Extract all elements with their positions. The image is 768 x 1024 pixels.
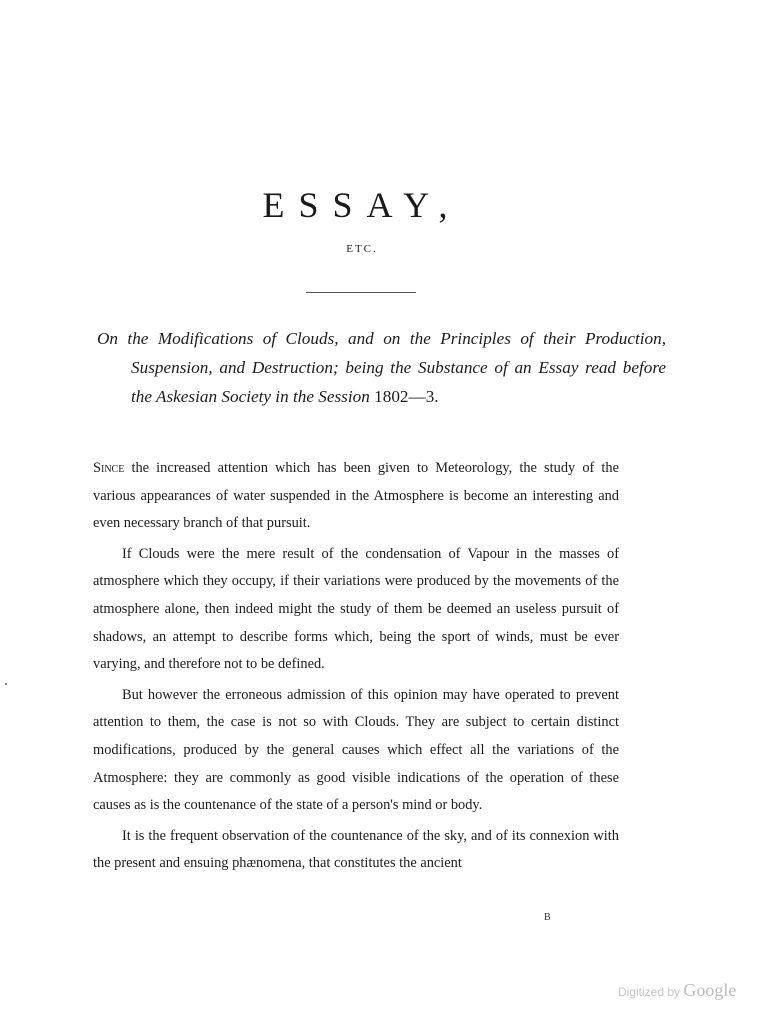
section-heading-date: 1802—3. — [374, 387, 439, 406]
paragraph-4: It is the frequent observation of the countenance of the sky, and of its connexion with the present and ensuing phænomena, that constitutes the ancient — [93, 827, 619, 872]
section-heading — [97, 324, 666, 411]
essay-subtitle: ETC. — [346, 243, 378, 255]
paragraph-1 — [93, 455, 619, 538]
watermark-prefix: Digitized by — [618, 985, 681, 999]
paragraph-1-text: the increased attention which has been given to Meteorology, the study of the various appearances of water suspended in the Atmosphere is become an interesting and even necessary branch of that pursuit. — [93, 460, 619, 532]
watermark-brand: Google — [683, 980, 737, 1000]
essay-title: ESSAY, — [262, 185, 462, 225]
paragraph-1-lead: Since — [93, 460, 125, 476]
body-text — [93, 455, 619, 878]
title-divider — [306, 292, 416, 293]
digitization-watermark — [618, 980, 736, 1001]
signature-mark: B — [544, 912, 551, 923]
section-heading-text: On the Modifications of Clouds, and on the Principles of their Production, Suspension, and Destruction; being the Substance of an Essay read before the Askesian Society in the Session — [97, 329, 666, 406]
scan-speck — [5, 683, 7, 685]
paragraph-2: If Clouds were the mere result of the condensation of Vapour in the masses of atmosphere which they occupy, if their variations were produced by the movements of the atmosphere alone, then indeed might the study of them be deemed an useless pursuit of shadows, an attempt to describe forms which, being the sport of winds, must be ever varying, and therefore not to be defined. — [93, 545, 619, 673]
paragraph-3: But however the erroneous admission of this opinion may have operated to prevent attention to them, the case is not so with Clouds. They are subject to certain distinct modifications, produced by the general causes which effect all the variations of the Atmosphere: they are commonly as good visible indications of the operation of these causes as is the countenance of the state of a person's mind or body. — [93, 686, 619, 814]
